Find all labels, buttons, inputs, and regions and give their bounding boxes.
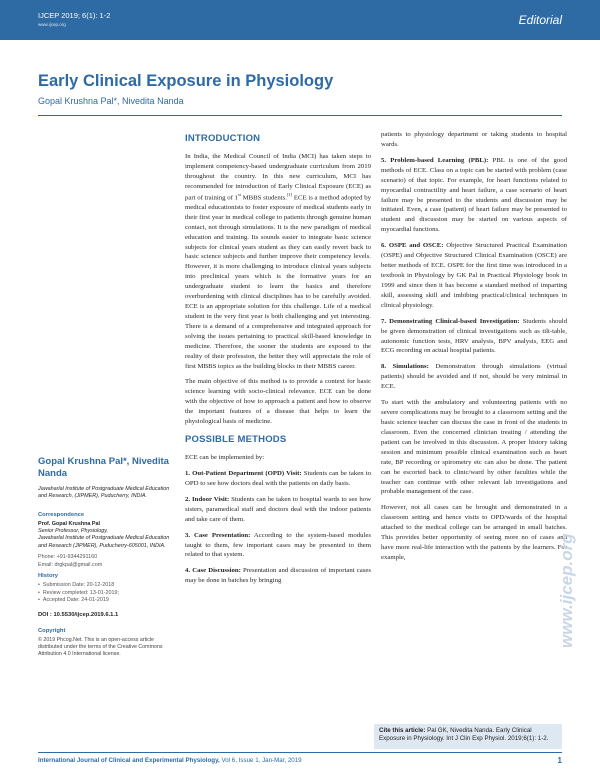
citation-box (374, 724, 562, 749)
method-8: 8. Simulations: Demonstration through simulations (virtual patients) should be avoided and if not, should be very minimal in ECE. (381, 363, 567, 391)
history-heading: History (38, 573, 58, 580)
intro-paragraph-1: In India, the Medical Council of India (MCI) has taken steps to implement competency-based undergraduate curriculum from 2019 throughout the country. In this new curriculum, MCI has recommended for introduction of Early Clinical Exposure (ECE) as part of training of 1st MBBS students.[1] ECE is a method adopted by medical educationists to foster exposure of medical students early in their first year in medical college to patients through genuine human contact, not through simulations. It is the new paradigm of medical education and training. Its sounds easier to integrate basic science subjects for clinical years student as they can easily revert back to basic science subjects and further improve their competency levels. However, it is more challenging to introduce clinical years subjects into preclinical years which is the formative years for an undergraduate student to learn the basics and therefore overburdening with clinical disciplines has to be carefully avoided. ECE is an appropriate solution for this challenge. Life of a medical student in the very first year is both challenging and yet interesting. There is a demand of a comprehensive and integrated approach for solving the issues pertaining to practical skill-based knowledge in medicine. Therefore, the sooner the students are exposed to the reality of their profession, the better they will appreciate the role of first MBBS topics as the building blocks in their MBBS career. (185, 152, 371, 370)
correspondence-name: Prof. Gopal Krushna Pal (38, 520, 101, 527)
correspondence-email[interactable]: Email: drgkpal@gmail.com (38, 561, 103, 568)
footer-journal: International Journal of Clinical and Experimental Physiology, Vol 6, Issue 1, Jan-Mar, 2019 (38, 757, 302, 764)
section-label: Editorial (518, 13, 562, 27)
article-title: Early Clinical Exposure in Physiology (38, 72, 334, 90)
page-number: 1 (557, 756, 562, 765)
method-3: 3. Case Presentation: According to the system-based modules taught to them, few important cases may be presented to them related to that system. (185, 531, 371, 559)
correspondence-phone: Phone: +91-9344291160 (38, 554, 98, 561)
methods-intro: ECE can be implemented by: (185, 454, 265, 462)
journal-website: www.ijcep.org (38, 22, 66, 27)
body-column-right (381, 130, 567, 569)
sidebar-affiliation: Jawaharlal Institute of Postgraduate Medical Education and Research, (JIPMER), Puducherry, INDIA. (38, 485, 170, 500)
intro-paragraph-2: The main objective of this method is to provide a context for basic science learning with socio-clinical relevance. ECE can be done with the objective of how to approach a patient and how to observe the important features of a disease that helps to learn the physiological basis of medicine. (185, 378, 371, 426)
history-accepted: • Accepted Date: 24-01-2019 (38, 597, 170, 604)
author-sidebar (38, 456, 170, 659)
history-review: • Review completed: 13-01-2019; (38, 590, 170, 597)
method-7: 7. Demonstrating Clinical-based Investigation: Students should be given demonstration of clinical investigations such as tilt-table, autonomic function tests, HRV analysis, BPV analysis, EEG and ECG recording on actual hospital patients. (381, 317, 567, 355)
title-divider (38, 115, 562, 116)
body-column-left (185, 130, 371, 592)
body-paragraph-visits: However, not all cases can be brought and demonstrated in a classroom setting and hence visits to OPD/wards of the hospital attached to the medical college can be arranged in small batches. This provides better opportunity of seeing more no of cases and have more real-life interaction with the patients by the learners. For example, (381, 504, 567, 561)
citation-text: Pal GK, Nivedita Nanda. Early Clinical Exposure in Physiology. Int J Clin Exp Physiol. 2019;6(1): 1-2. (379, 727, 549, 743)
correspondence-affiliation: Jawaharlal Institute of Postgraduate Medical Education and Research (JIPMER), Puducherry-605001, INDIA. (38, 535, 170, 549)
method-4-continued: patients to physiology department or taking students to hospital wards. (381, 131, 567, 148)
correspondence-title: Senior Professor, Physiology, (38, 528, 109, 535)
correspondence-heading: Correspondence (38, 511, 85, 518)
article-authors: Gopal Krushna Pal*, Nivedita Nanda (38, 96, 184, 106)
introduction-heading: INTRODUCTION (185, 133, 261, 144)
copyright-text: © 2019 Phcog.Net. This is an open-access article distributed under the terms of the Creative Commons Attribution 4.0 International license. (38, 636, 163, 658)
method-6: 6. OSPE and OSCE: Objective Structured Practical Examination (OSPE) and Objective Structured Clinical Examination (OSCE) are better methods of ECE. OSPE for the first time was introduced in a textbook in Physiology by GK Pal in Practical Physiology book in 1999 and since then it has become a standard method of imparting skill, assessing skill and imbibing practical/clinical techniques in clinical physiology. (381, 242, 567, 309)
method-4: 4. Case Discussion: Presentation and discussion of important cases may be done in batches by bringing (185, 567, 371, 585)
history-submission: • Submission Date: 20-12-2018 (38, 582, 170, 589)
method-2: 2. Indoor Visit: Students can be taken to hospital wards to see how sisters, paramedical staff and doctors deal with the indoor patients and take care of them. (185, 495, 371, 523)
sidebar-author-names: Gopal Krushna Pal*, Nivedita Nanda (38, 456, 169, 480)
methods-heading: POSSIBLE METHODS (185, 434, 287, 446)
journal-reference: IJCEP 2019; 6(1): 1-2 (38, 11, 111, 20)
history-list (38, 582, 170, 604)
footer-divider (38, 752, 562, 753)
body-paragraph-classroom: To start with the ambulatory and volunteering patients with no severe complications may be brought to a classroom setting and the basic science teacher can discuss the case in front of the students in classroom. Even the concerned clinician treating / attending the patient can be involved in this discussion. A proper history taking session and minimum possible clinical examination such as heart rate, BP recording or spirometry etc can also be done. The patient can be escorted back to clinic/ward by other faculties while the teacher can continue with other relevant lab investigations and probable management of the case. (381, 399, 567, 496)
method-5: 5. Problem-based Learning (PBL): PBL is one of the good methods of ECE. Class on a topic can be started with problem (case scenario) of that topic. For example, for heart functions related to myocardial contractility and heart failure, a case scenario of heart failure may be presented to the students and discussion may be initiated. Even, a case (patient) of heart failure may be presented to student and discussion may be started on various aspects of myocardial functions. (381, 156, 567, 234)
citation-label: Cite this article: (379, 727, 426, 734)
method-1: 1. Out-Patient Department (OPD) Visit: Students can be taken to OPD to see how doctors deal with the patients on daily basis. (185, 469, 372, 487)
doi-text[interactable]: DOI : 10.5530/ijcep.2019.6.1.1 (38, 611, 119, 618)
journal-header-bar (0, 0, 600, 40)
watermark-text: www.ijcep.org (557, 533, 576, 648)
copyright-heading: Copyright (38, 627, 66, 634)
